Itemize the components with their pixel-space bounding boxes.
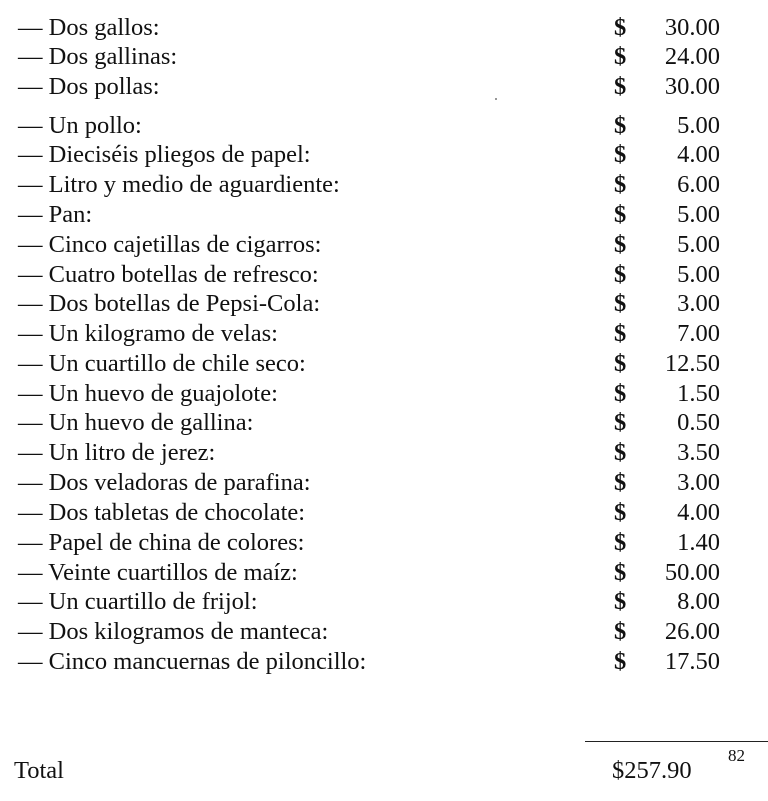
item-amount: 4.00	[677, 499, 720, 526]
item-amount: 7.00	[677, 320, 720, 347]
item-amount: 1.50	[677, 380, 720, 407]
item-currency: $	[614, 320, 627, 347]
list-item	[0, 408, 768, 438]
list-item	[0, 319, 768, 349]
list-item	[0, 260, 768, 290]
item-amount: 30.00	[664, 14, 720, 41]
item-label: — Litro y medio de aguardiente:	[18, 171, 340, 198]
item-amount: 0.50	[677, 409, 720, 436]
item-amount: 5.00	[677, 112, 720, 139]
list-item	[0, 42, 768, 72]
item-currency: $	[614, 559, 627, 586]
item-currency: $	[614, 499, 627, 526]
item-label: — Un cuartillo de frijol:	[18, 588, 258, 615]
item-currency: $	[614, 290, 627, 317]
item-amount: 24.00	[664, 43, 720, 70]
footnote-marker: 82	[728, 746, 745, 765]
item-currency: $	[614, 43, 627, 70]
item-currency: $	[614, 380, 627, 407]
item-label: — Dos gallos:	[18, 14, 160, 41]
item-amount: 30.00	[664, 73, 720, 100]
item-amount: 1.40	[677, 529, 720, 556]
item-currency: $	[614, 201, 627, 228]
item-currency: $	[614, 231, 627, 258]
item-amount: 3.00	[677, 469, 720, 496]
item-amount: 6.00	[677, 171, 720, 198]
list-item	[0, 647, 768, 677]
item-currency: $	[614, 529, 627, 556]
total-value: $257.90	[612, 757, 692, 784]
list-item	[0, 289, 768, 319]
item-currency: $	[614, 73, 627, 100]
item-label: — Veinte cuartillos de maíz:	[18, 559, 298, 586]
item-label: — Un pollo:	[18, 112, 142, 139]
item-label: — Cinco mancuernas de piloncillo:	[18, 648, 367, 675]
item-label: — Dieciséis pliegos de papel:	[18, 141, 311, 168]
list-item	[0, 468, 768, 498]
item-amount: 50.00	[664, 559, 720, 586]
item-label: — Dos pollas:	[18, 73, 160, 100]
list-item	[0, 528, 768, 558]
total-rule	[585, 741, 768, 742]
item-amount: 5.00	[677, 231, 720, 258]
list-item	[0, 230, 768, 260]
item-label: — Pan:	[18, 201, 93, 228]
item-currency: $	[614, 261, 627, 288]
item-amount: 5.00	[677, 201, 720, 228]
item-amount: 3.50	[677, 439, 720, 466]
list-item	[0, 617, 768, 647]
item-label: — Dos kilogramos de manteca:	[18, 618, 329, 645]
list-item	[0, 140, 768, 170]
list-item	[0, 200, 768, 230]
list-item	[0, 379, 768, 409]
item-currency: $	[614, 648, 627, 675]
item-currency: $	[614, 469, 627, 496]
item-label: — Dos botellas de Pepsi-Cola:	[18, 290, 321, 317]
item-currency: $	[614, 439, 627, 466]
item-label: — Dos veladoras de parafina:	[18, 469, 311, 496]
item-label: — Un kilogramo de velas:	[18, 320, 278, 347]
item-currency: $	[614, 350, 627, 377]
item-currency: $	[614, 409, 627, 436]
item-label: — Un cuartillo de chile seco:	[18, 350, 306, 377]
total-label: Total	[14, 757, 64, 784]
list-item	[0, 111, 768, 141]
item-label: — Cinco cajetillas de cigarros:	[18, 231, 322, 258]
item-amount: 8.00	[677, 588, 720, 615]
item-label: — Un litro de jerez:	[18, 439, 216, 466]
item-amount: 12.50	[664, 350, 720, 377]
list-item	[0, 587, 768, 617]
list-item	[0, 558, 768, 588]
item-currency: $	[614, 171, 627, 198]
item-label: — Cuatro botellas de refresco:	[18, 261, 319, 288]
item-label: — Dos tabletas de chocolate:	[18, 499, 306, 526]
item-amount: 3.00	[677, 290, 720, 317]
list-item	[0, 170, 768, 200]
item-amount: 17.50	[664, 648, 720, 675]
item-currency: $	[614, 14, 627, 41]
list-item	[0, 349, 768, 379]
item-label: — Papel de china de colores:	[18, 529, 305, 556]
list-item	[0, 13, 768, 43]
item-label: — Un huevo de guajolote:	[18, 380, 278, 407]
item-amount: 5.00	[677, 261, 720, 288]
item-label: — Dos gallinas:	[18, 43, 178, 70]
paper-speck	[495, 98, 497, 100]
item-currency: $	[614, 588, 627, 615]
item-currency: $	[614, 618, 627, 645]
list-item	[0, 72, 768, 102]
item-currency: $	[614, 112, 627, 139]
list-item	[0, 498, 768, 528]
item-amount: 26.00	[664, 618, 720, 645]
item-currency: $	[614, 141, 627, 168]
item-amount: 4.00	[677, 141, 720, 168]
list-item	[0, 438, 768, 468]
item-label: — Un huevo de gallina:	[18, 409, 254, 436]
